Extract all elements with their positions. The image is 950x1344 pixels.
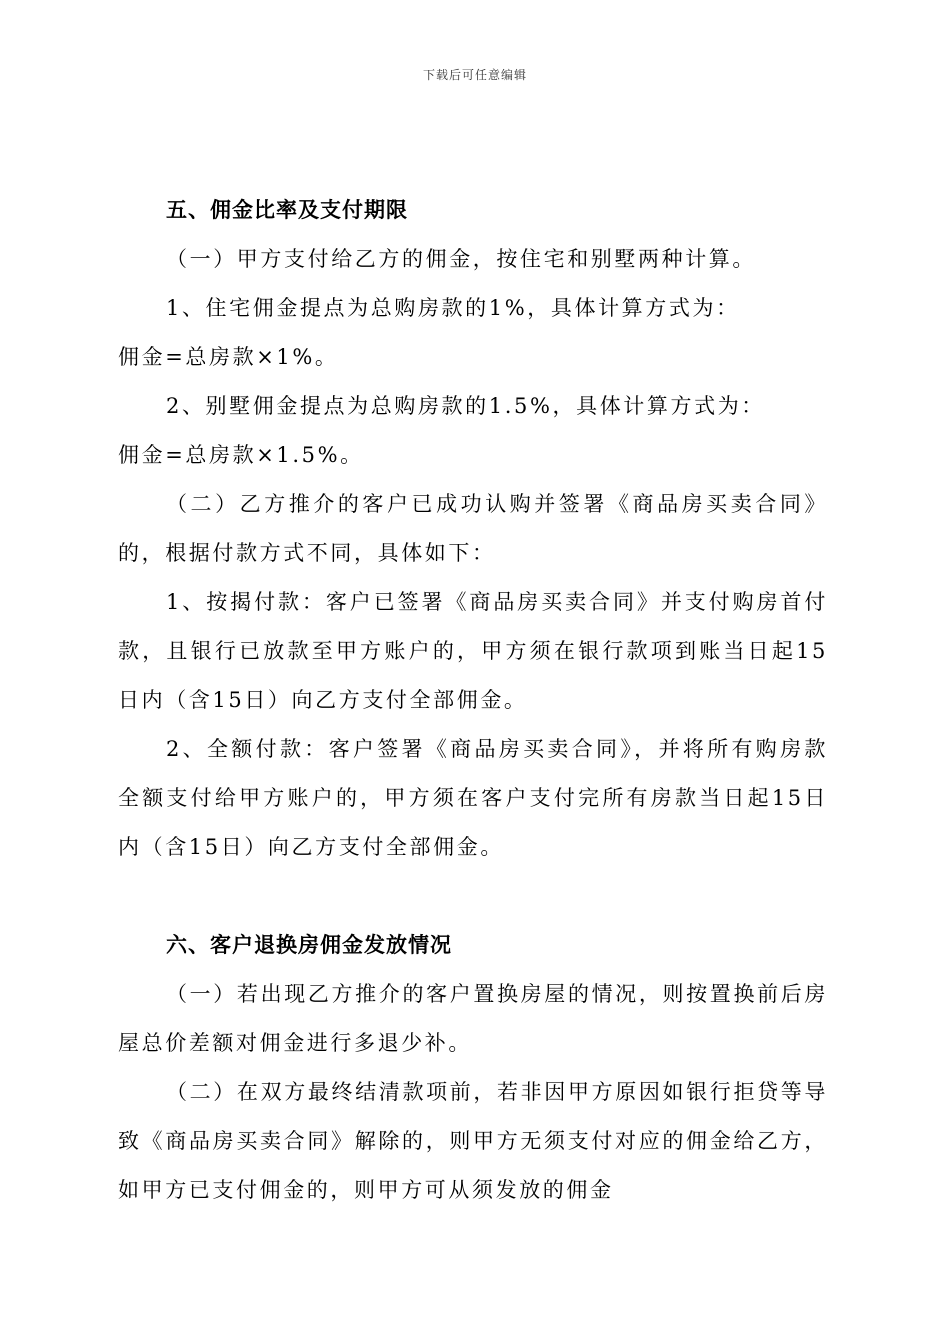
paragraph: 2、全额付款：客户签署《商品房买卖合同》，并将所有购房款全额支付给甲方账户的，甲方须在客户支付完所有房款当日起15日内（含15日）向乙方支付全部佣金。 (118, 737, 828, 859)
document-body (118, 186, 828, 1215)
section-commission-rate (118, 186, 828, 872)
paragraph: （一）若出现乙方推介的客户置换房屋的情况，则按置换前后房屋总价差额对佣金进行多退少补。 (118, 982, 828, 1055)
paragraph: （一）甲方支付给乙方的佣金，按住宅和别墅两种计算。 (166, 247, 756, 271)
paragraph: 1、住宅佣金提点为总购房款的1%，具体计算方式为： (166, 296, 740, 320)
section-refund-exchange (118, 921, 828, 1215)
paragraph: （二）在双方最终结清款项前，若非因甲方原因如银行拒贷等导致《商品房买卖合同》解除的，则甲方无须支付对应的佣金给乙方，如甲方已支付佣金的，则甲方可从须发放的佣金 (118, 1080, 828, 1202)
paragraph: 2、别墅佣金提点为总购房款的1.5%，具体计算方式为： (166, 394, 765, 418)
section-heading: 五、佣金比率及支付期限 (166, 198, 408, 222)
section-heading: 六、客户退换房佣金发放情况 (166, 933, 452, 957)
paragraph: （二）乙方推介的客户已成功认购并签署《商品房买卖合同》的，根据付款方式不同，具体如下： (118, 492, 828, 565)
formula-line: 佣金=总房款×1%。 (118, 345, 339, 369)
formula-line: 佣金=总房款×1.5%。 (118, 443, 364, 467)
paragraph: 1、按揭付款：客户已签署《商品房买卖合同》并支付购房首付款，且银行已放款至甲方账户的，甲方须在银行款项到账当日起15日内（含15日）向乙方支付全部佣金。 (118, 590, 828, 712)
section-spacer (118, 872, 828, 921)
page-header: 下载后可任意编辑 (422, 68, 527, 82)
